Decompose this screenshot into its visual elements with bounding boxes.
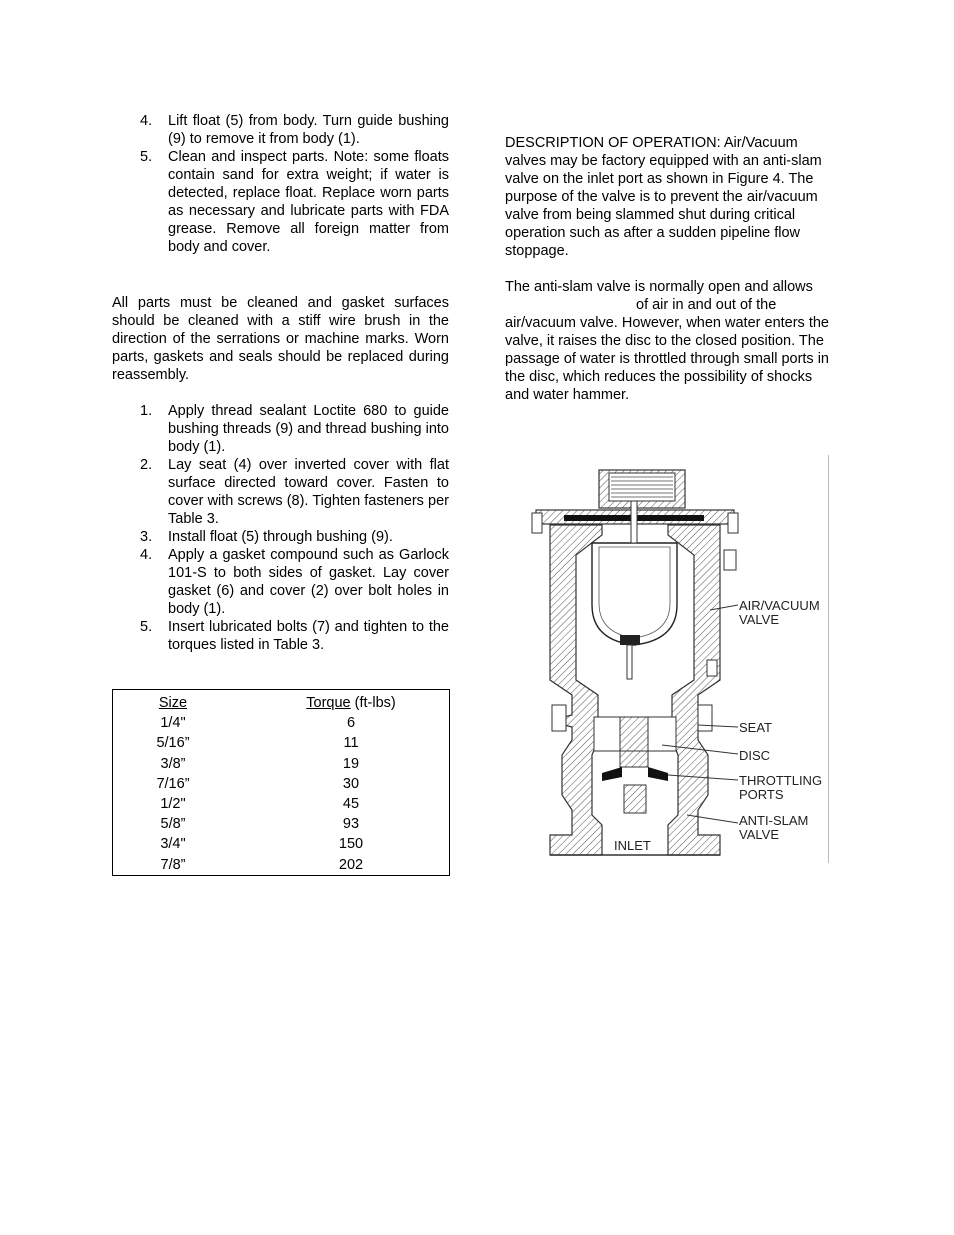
label-seat: SEAT	[739, 720, 772, 735]
label-inlet: INLET	[614, 838, 651, 853]
torque-cell: 19	[342, 755, 360, 772]
list-item	[112, 402, 449, 456]
disassembly-steps	[112, 112, 449, 256]
size-cell: 3/4"	[160, 836, 186, 853]
list-text: Clean and inspect parts. Note: some floats contain sand for extra weight; if water is detected, replace float. Replace worn parts as necessary and lubricate parts with FDA grease. Remove all foreign matter from body and cover.	[168, 149, 449, 255]
size-cell: 5/16”	[156, 735, 190, 752]
label-anti-slam: ANTI-SLAM	[739, 813, 809, 828]
torque-cell: 11	[343, 735, 359, 752]
right-column	[505, 134, 840, 404]
torque-table	[112, 689, 450, 876]
valve-body	[532, 470, 738, 855]
list-number: 1.	[140, 403, 153, 419]
header-torque: Torque (ft-lbs)	[306, 695, 396, 712]
torque-cell: 6	[346, 715, 356, 732]
table-header-row	[113, 693, 449, 713]
list-text: Install float (5) through bushing (9).	[168, 529, 393, 545]
table-row	[113, 834, 449, 854]
torque-cell: 30	[342, 775, 360, 792]
list-item	[112, 528, 449, 546]
cleaning-paragraph: All parts must be cleaned and gasket surfaces should be cleaned with a stiff wire brush in the direction of the serrations or machine marks. Worn parts, gaskets and seals should be replaced during reassembly.	[112, 295, 449, 383]
table-row	[113, 754, 449, 774]
operation-description: DESCRIPTION OF OPERATION: Air/Vacuum valves may be factory equipped with an anti-slam valve on the inlet port as shown in Figure 4. The purpose of the valve is to prevent the air/vacuum valve from being slammed shut during critical operation such as after a sudden pipeline flow stoppage.	[505, 135, 822, 259]
list-number: 3.	[140, 529, 153, 545]
list-text: Lay seat (4) over inverted cover with flat surface directed toward cover. Fasten to cover with screws (8). Tighten fasteners per Table 3.	[168, 457, 449, 527]
label-throttling: THROTTLING	[739, 773, 823, 788]
left-column	[112, 112, 449, 654]
list-item	[112, 148, 449, 256]
header-size: Size	[158, 695, 188, 712]
list-item	[112, 456, 449, 528]
table-row	[113, 774, 449, 794]
table-row	[113, 794, 449, 814]
list-item	[112, 618, 449, 654]
list-item	[112, 112, 449, 148]
anti-slam-line-1: The anti-slam valve is normally open and allows	[505, 279, 813, 295]
size-cell: 7/8”	[160, 856, 186, 873]
table-row	[113, 814, 449, 834]
label-air-vacuum: AIR/VACUUM	[739, 598, 820, 613]
torque-cell: 150	[338, 836, 364, 853]
list-number: 2.	[140, 457, 153, 473]
table-row	[113, 855, 449, 875]
size-cell: 5/8”	[160, 816, 186, 833]
size-cell: 1/4"	[160, 715, 186, 732]
torque-cell: 93	[342, 816, 360, 833]
anti-slam-line-2: of air in and out of the	[636, 297, 777, 313]
label-throttling-ports: PORTS	[739, 787, 784, 802]
label-air-vacuum-valve: VALVE	[739, 612, 779, 627]
reassembly-steps	[112, 402, 449, 654]
table-row	[113, 713, 449, 733]
list-text: Insert lubricated bolts (7) and tighten to the torques listed in Table 3.	[168, 619, 449, 653]
list-text: Apply thread sealant Loctite 680 to guide bushing threads (9) and thread bushing into body (1).	[168, 403, 449, 455]
list-item	[112, 546, 449, 618]
torque-cell: 45	[342, 796, 360, 813]
table-row	[113, 733, 449, 753]
list-number: 5.	[140, 149, 153, 165]
anti-slam-valve-diagram	[512, 455, 830, 865]
size-cell: 1/2"	[160, 796, 186, 813]
torque-cell: 202	[338, 856, 364, 873]
list-number: 4.	[140, 547, 153, 563]
anti-slam-rest: air/vacuum valve. However, when water enters the valve, it raises the disc to the closed position. The passage of water is throttled through small ports in the disc, which reduces the possibility of shocks and water hammer.	[505, 315, 829, 403]
list-number: 5.	[140, 619, 153, 635]
list-number: 4.	[140, 113, 153, 129]
label-disc: DISC	[739, 748, 771, 763]
list-text: Lift float (5) from body. Turn guide bushing (9) to remove it from body (1).	[168, 113, 449, 147]
size-cell: 7/16”	[156, 775, 190, 792]
label-anti-slam-valve: VALVE	[739, 827, 779, 842]
size-cell: 3/8”	[160, 755, 186, 772]
list-text: Apply a gasket compound such as Garlock 101-S to both sides of gasket. Lay cover gasket (6) and cover (2) over bolt holes in body (1).	[168, 547, 449, 617]
